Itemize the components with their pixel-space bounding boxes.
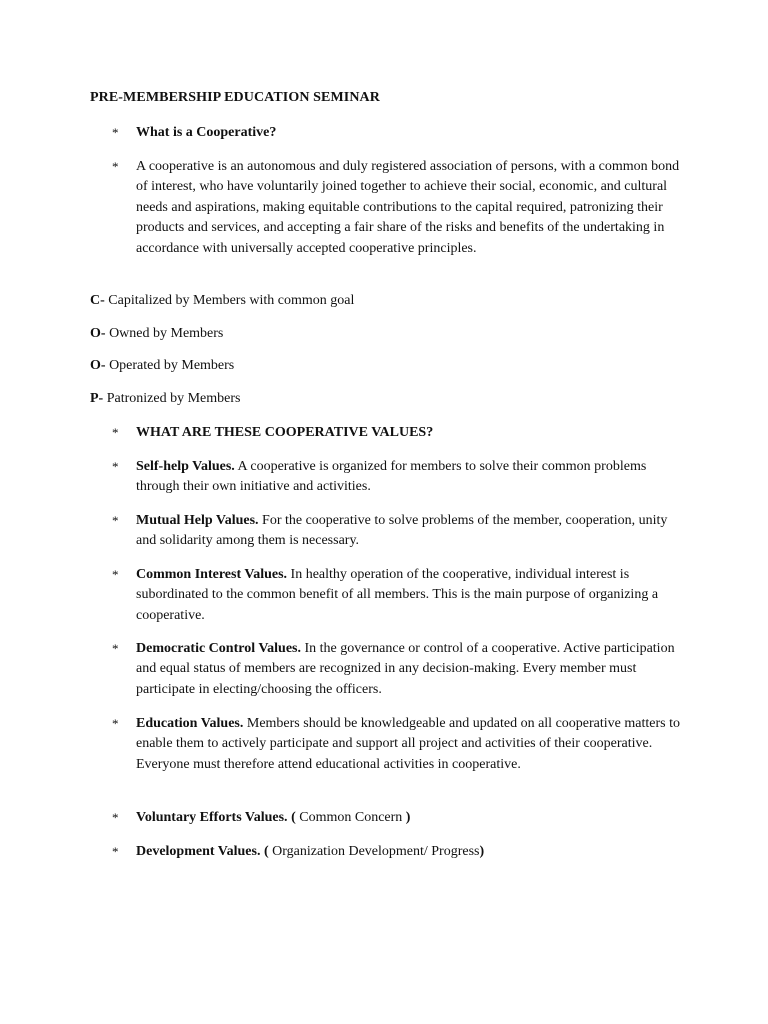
acronym-text: Patronized by Members: [103, 391, 241, 406]
acronym-line-c: [90, 291, 354, 311]
acronym-text: Owned by Members: [105, 326, 224, 341]
value-democratic-control: [112, 639, 675, 700]
value-description: Members should be knowledgeable and updated on all cooperative matters to enable them to actively participate and support all project and activities of their cooperative. Everyone must therefore attend educational activities in cooperative.: [136, 716, 680, 772]
asterisk-bullet-icon: *: [112, 567, 119, 582]
asterisk-bullet-icon: *: [112, 810, 119, 825]
acronym-line-p: [90, 389, 240, 409]
acronym-letter: P-: [90, 391, 104, 406]
value-description: Common Concern: [299, 810, 403, 825]
paren-close: ): [479, 844, 485, 859]
value-common-interest: [112, 565, 672, 626]
value-description: A cooperative is organized for members to solve their common problems through their own initiative and activities.: [136, 459, 647, 495]
cooperative-definition: A cooperative is an autonomous and duly registered association of persons, with a common bond of interest, who have voluntarily joined together to achieve their social, economic, and cultural needs and aspirations, making equitable contributions to the capital required, patronizing their products and services, and accepting a fair share of the risks and benefits of the undertaking in accordance with universally accepted cooperative principles.: [136, 159, 680, 256]
bullet-what-is-cooperative: [112, 123, 672, 143]
acronym-letter: C-: [90, 293, 105, 308]
value-mutual-help: [112, 511, 672, 552]
question-cooperative-values: WHAT ARE THESE COOPERATIVE VALUES?: [136, 425, 434, 440]
asterisk-bullet-icon: *: [112, 125, 119, 140]
bullet-definition: [112, 157, 680, 259]
acronym-line-o1: [90, 324, 223, 344]
asterisk-bullet-icon: *: [112, 641, 119, 656]
acronym-letter: O-: [90, 326, 106, 341]
acronym-text: Capitalized by Members with common goal: [104, 293, 355, 308]
document-title: PRE-MEMBERSHIP EDUCATION SEMINAR: [90, 90, 380, 105]
value-development: [112, 842, 672, 862]
asterisk-bullet-icon: *: [112, 513, 119, 528]
asterisk-bullet-icon: *: [112, 844, 119, 859]
asterisk-bullet-icon: *: [112, 459, 119, 474]
value-name: Self-help Values.: [136, 459, 235, 474]
value-description: In healthy operation of the cooperative, individual interest is subordinated to the common benefit of all members. This is the main purpose of organizing a cooperative.: [136, 567, 659, 623]
value-name: Mutual Help Values.: [136, 513, 259, 528]
value-education: [112, 714, 680, 775]
value-name: Common Interest Values.: [136, 567, 288, 582]
value-name: Education Values.: [136, 716, 244, 731]
bullet-values-question: [112, 423, 672, 443]
value-name: Development Values.: [136, 844, 261, 859]
value-description: Organization Development/ Progress: [272, 844, 480, 859]
value-description: In the governance or control of a cooperative. Active participation and equal status of members are recognized in any decision-making. Every member must participate in electing/choosing the officers.: [136, 641, 675, 697]
asterisk-bullet-icon: *: [112, 716, 119, 731]
paren-close: ): [402, 810, 411, 825]
question-what-is-cooperative: What is a Cooperative?: [136, 125, 277, 140]
paren-open: (: [287, 810, 300, 825]
value-description: For the cooperative to solve problems of the member, cooperation, unity and solidarity among them is necessary.: [136, 513, 668, 549]
value-name: Democratic Control Values.: [136, 641, 301, 656]
asterisk-bullet-icon: *: [112, 159, 119, 174]
value-self-help: [112, 457, 672, 498]
paren-open: (: [260, 844, 273, 859]
acronym-line-o2: [90, 356, 234, 376]
value-name: Voluntary Efforts Values.: [136, 810, 288, 825]
acronym-text: Operated by Members: [105, 358, 235, 373]
value-voluntary-efforts: [112, 808, 672, 828]
acronym-letter: O-: [90, 358, 106, 373]
asterisk-bullet-icon: *: [112, 425, 119, 440]
